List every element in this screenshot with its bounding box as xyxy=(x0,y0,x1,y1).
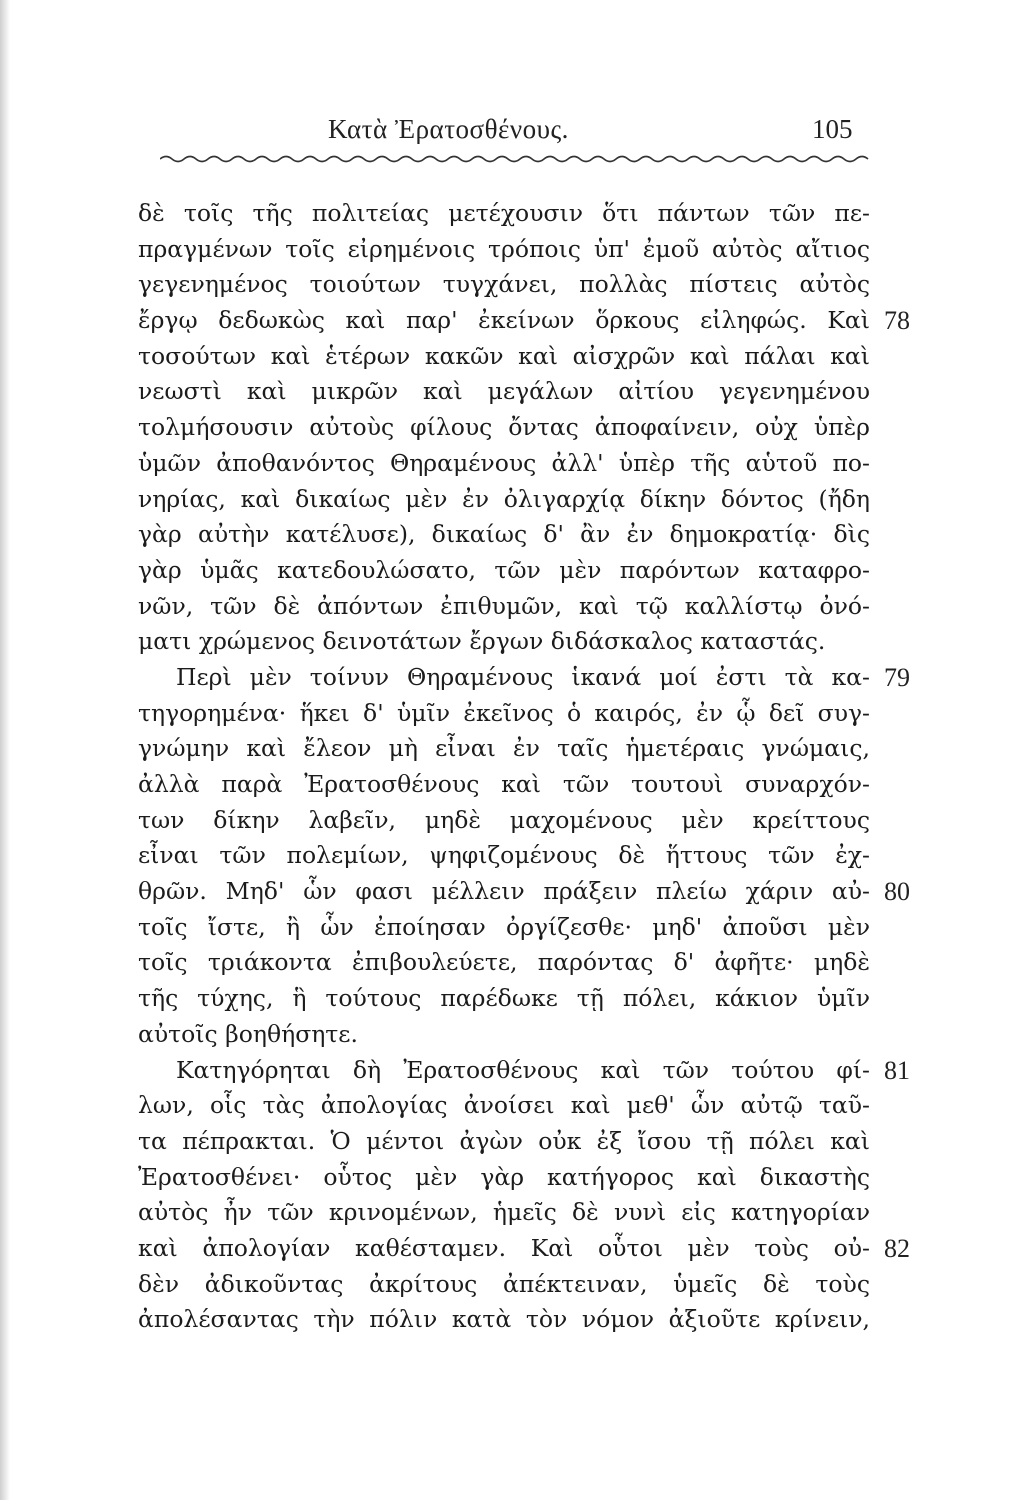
text-line: αὐτοῖς βοηθήσητε. xyxy=(138,1019,358,1048)
text-line: ματι χρώμενος δεινοτάτων ἔργων διδάσκαλος καταστάς. xyxy=(138,627,826,656)
text-line: ἀπολέσαντας τὴν πόλιν κατὰ τὸν νόμον ἀξιοῦτε κρίνειν, xyxy=(138,1305,870,1334)
text-line: τα πέπρακται. Ὁ μέντοι ἀγὼν οὐκ ἐξ ἴσου τῇ πόλει καὶ xyxy=(138,1126,870,1155)
text-line: Κατηγόρηται δὴ Ἐρατοσθένους καὶ τῶν τούτου φί- xyxy=(176,1055,870,1084)
section-number: 78 xyxy=(884,306,910,336)
page-number: 105 xyxy=(812,114,853,144)
text-line: τοσούτων καὶ ἑτέρων κακῶν καὶ αἰσχρῶν καὶ πάλαι καὶ xyxy=(138,341,870,370)
text-line: νεωστὶ καὶ μικρῶν καὶ μεγάλων αἰτίου γεγενημένου xyxy=(138,377,870,406)
text-line: δὲν ἀδικοῦντας ἀκρίτους ἀπέκτειναν, ὑμεῖς δὲ τοὺς xyxy=(138,1269,870,1298)
text-line: τοῖς ἴστε, ἢ ὧν ἐποίησαν ὀργίζεσθε· μηδ' ἀποῦσι μὲν xyxy=(138,912,870,941)
text-line: ἔργῳ δεδωκὼς καὶ παρ' ἐκείνων ὅρκους εἰληφώς. Καὶ xyxy=(138,306,870,335)
running-title: Κατὰ Ἐρατοσθένους. xyxy=(328,114,569,144)
text-line: λων, οἷς τὰς ἀπολογίας ἀνοίσει καὶ μεθ' ὧν αὐτῷ ταῦ- xyxy=(138,1091,870,1120)
text-line: ὑμῶν ἀποθανόντος Θηραμένους ἀλλ' ὑπὲρ τῆς αὑτοῦ πο- xyxy=(138,448,870,477)
header-wavy-rule xyxy=(160,153,872,165)
greek-text-body xyxy=(138,196,870,1338)
text-line: ἀλλὰ παρὰ Ἐρατοσθένους καὶ τῶν τουτουὶ συναρχόν- xyxy=(138,770,870,798)
text-line: νηρίας, καὶ δικαίως μὲν ἐν ὀλιγαρχίᾳ δίκην δόντος (ἤδη xyxy=(138,484,870,513)
text-line: αὐτὸς ἦν τῶν κρινομένων, ἡμεῖς δὲ νυνὶ εἰς κατηγορίαν xyxy=(138,1198,870,1227)
text-line: Περὶ μὲν τοίνυν Θηραμένους ἱκανά μοί ἐστι τὰ κα- xyxy=(176,662,870,691)
text-line: Ἐρατοσθένει· οὗτος μὲν γὰρ κατήγορος καὶ δικαστὴς xyxy=(138,1162,870,1191)
text-line: νῶν, τῶν δὲ ἀπόντων ἐπιθυμῶν, καὶ τῷ καλλίστῳ ὀνό- xyxy=(138,591,870,620)
section-number: 81 xyxy=(884,1055,910,1085)
text-line: γὰρ ὑμᾶς κατεδουλώσατο, τῶν μὲν παρόντων καταφρο- xyxy=(138,555,870,584)
section-number: 80 xyxy=(884,877,910,907)
page-spine-shadow xyxy=(0,0,10,1500)
text-line: δὲ τοῖς τῆς πολιτείας μετέχουσιν ὅτι πάντων τῶν πε- xyxy=(138,199,870,227)
text-line: τῆς τύχης, ἣ τούτους παρέδωκε τῇ πόλει, κάκιον ὑμῖν xyxy=(138,984,870,1013)
text-line: τολμήσουσιν αὐτοὺς φίλους ὄντας ἀποφαίνειν, οὐχ ὑπὲρ xyxy=(138,413,870,442)
text-line: θρῶν. Μηδ' ὧν φασι μέλλειν πράξειν πλείω χάριν αὐ- xyxy=(138,877,870,906)
running-head xyxy=(0,114,1010,154)
text-line: καὶ ἀπολογίαν καθέσταμεν. Καὶ οὗτοι μὲν τοὺς οὐ- xyxy=(138,1233,870,1262)
text-line: γνώμην καὶ ἔλεον μὴ εἶναι ἐν ταῖς ἡμετέραις γνώμαις, xyxy=(138,734,870,763)
text-line: γὰρ αὐτὴν κατέλυσε), δικαίως δ' ἂν ἐν δημοκρατίᾳ· δὶς xyxy=(138,520,870,549)
text-line: των δίκην λαβεῖν, μηδὲ μαχομένους μὲν κρείττους xyxy=(138,805,870,834)
text-line: τηγορημένα· ἥκει δ' ὑμῖν ἐκεῖνος ὁ καιρός, ἐν ᾧ δεῖ συγ- xyxy=(138,698,870,727)
section-number: 82 xyxy=(884,1234,910,1264)
section-number: 79 xyxy=(884,663,910,693)
text-line: γεγενημένος τοιούτων τυγχάνει, πολλὰς πίστεις αὐτὸς xyxy=(138,270,870,299)
text-line: τοῖς τριάκοντα ἐπιβουλεύετε, παρόντας δ' ἀφῆτε· μηδὲ xyxy=(138,948,870,977)
text-line: εἶναι τῶν πολεμίων, ψηφιζομένους δὲ ἥττους τῶν ἐχ- xyxy=(138,841,870,870)
text-line: πραγμένων τοῖς εἰρημένοις τρόποις ὑπ' ἐμοῦ αὐτὸς αἴτιος xyxy=(138,234,870,263)
